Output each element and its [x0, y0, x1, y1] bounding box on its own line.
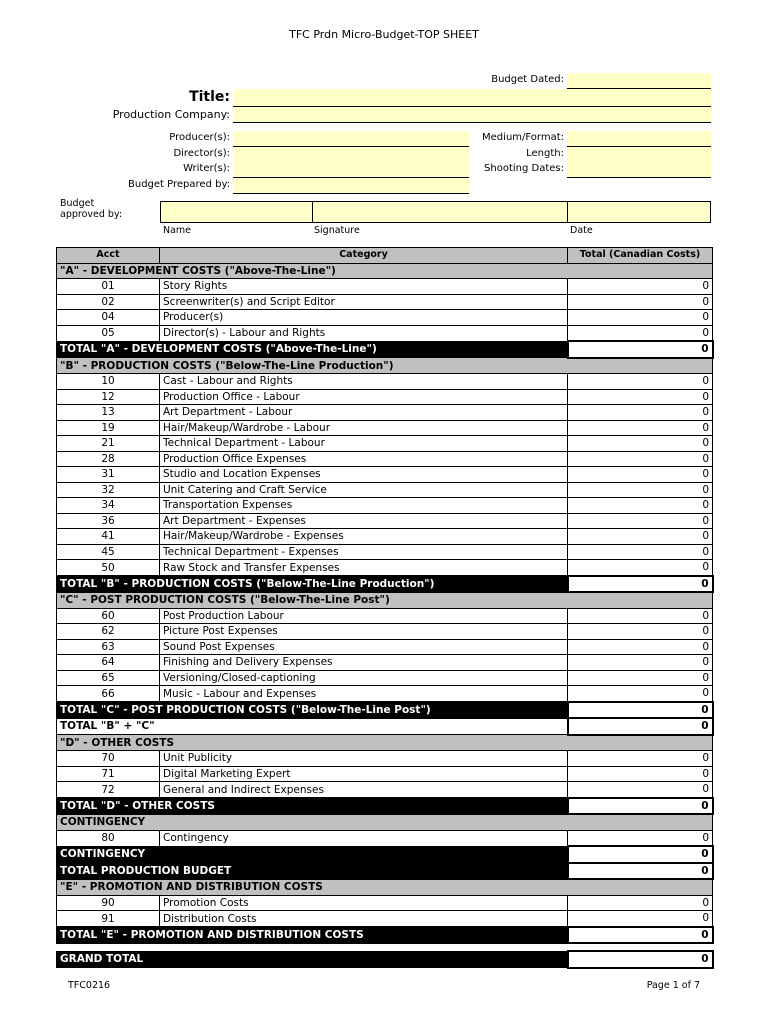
section-header-row: [57, 263, 713, 279]
table-row: [57, 279, 713, 295]
total-label: TOTAL "E" - PROMOTION AND DISTRIBUTION COSTS: [57, 927, 568, 944]
table-row: [57, 830, 713, 846]
category-label: Contingency: [160, 830, 568, 846]
total-label: CONTINGENCY: [57, 846, 568, 863]
section-title: CONTINGENCY: [57, 814, 568, 830]
amount-cell[interactable]: 0: [568, 325, 713, 341]
section-title: "B" - PRODUCTION COSTS ("Below-The-Line Production"): [57, 358, 568, 374]
category-label: Technical Department - Expenses: [160, 544, 568, 560]
table-row: [57, 686, 713, 702]
acct-code: 10: [57, 374, 160, 390]
acct-code: 80: [57, 830, 160, 846]
total-row: [57, 846, 713, 863]
total-row: [57, 927, 713, 944]
amount-cell[interactable]: 0: [568, 279, 713, 295]
table-row: [57, 655, 713, 671]
spacer-cell: [57, 943, 713, 951]
approval-fields[interactable]: [160, 201, 711, 223]
section-blank: [568, 592, 713, 608]
category-label: Screenwriter(s) and Script Editor: [160, 294, 568, 310]
category-label: Technical Department - Labour: [160, 436, 568, 452]
shooting-dates-label: Shooting Dates:: [484, 163, 564, 174]
acct-code: 90: [57, 895, 160, 911]
acct-code: 45: [57, 544, 160, 560]
category-label: Promotion Costs: [160, 895, 568, 911]
budget-table-body: [57, 263, 713, 968]
amount-cell[interactable]: 0: [568, 529, 713, 545]
approval-divider: [567, 202, 568, 222]
acct-code: 21: [57, 436, 160, 452]
acct-code: 19: [57, 420, 160, 436]
acct-code: 02: [57, 294, 160, 310]
amount-cell[interactable]: 0: [568, 751, 713, 767]
amount-cell[interactable]: 0: [568, 830, 713, 846]
amount-cell[interactable]: 0: [568, 624, 713, 640]
table-row: [57, 405, 713, 421]
amount-cell[interactable]: 0: [568, 639, 713, 655]
prepared-by-field[interactable]: [233, 178, 469, 194]
prepared-by-label: Budget Prepared by:: [128, 179, 230, 190]
acct-code: 50: [57, 560, 160, 576]
table-row: [57, 420, 713, 436]
page-number: Page 1 of 7: [646, 980, 700, 991]
amount-cell[interactable]: 0: [568, 911, 713, 927]
table-row: [57, 624, 713, 640]
directors-label: Director(s):: [173, 148, 230, 159]
table-row: [57, 608, 713, 624]
section-blank: [568, 879, 713, 895]
table-row: [57, 325, 713, 341]
category-label: Versioning/Closed-captioning: [160, 670, 568, 686]
total-row: [57, 798, 713, 815]
amount-cell[interactable]: 0: [568, 374, 713, 390]
category-label: Producer(s): [160, 310, 568, 326]
approval-signature-caption: Signature: [314, 225, 360, 236]
amount-cell[interactable]: 0: [568, 389, 713, 405]
amount-cell[interactable]: 0: [568, 895, 713, 911]
acct-code: 66: [57, 686, 160, 702]
form-code: TFC0216: [68, 980, 111, 991]
section-header-row: [57, 592, 713, 608]
budget-dated-label: Budget Dated:: [491, 74, 564, 85]
acct-code: 65: [57, 670, 160, 686]
table-row: [57, 751, 713, 767]
total-label: TOTAL "C" - POST PRODUCTION COSTS ("Below-The-Line Post"): [57, 702, 568, 719]
col-total: Total (Canadian Costs): [568, 248, 713, 264]
section-header-row: [57, 879, 713, 895]
section-blank: [568, 358, 713, 374]
total-amount: 0: [568, 846, 713, 863]
table-row: [57, 766, 713, 782]
section-blank: [568, 263, 713, 279]
producers-field[interactable]: [233, 131, 469, 147]
category-label: Production Office - Labour: [160, 389, 568, 405]
amount-cell[interactable]: 0: [568, 544, 713, 560]
amount-cell[interactable]: 0: [568, 686, 713, 702]
section-blank: [568, 814, 713, 830]
acct-code: 28: [57, 451, 160, 467]
acct-code: 71: [57, 766, 160, 782]
approved-by-line2: approved by:: [60, 209, 123, 220]
writers-field[interactable]: [233, 162, 469, 178]
category-label: Picture Post Expenses: [160, 624, 568, 640]
acct-code: 62: [57, 624, 160, 640]
acct-code: 32: [57, 482, 160, 498]
category-label: Cast - Labour and Rights: [160, 374, 568, 390]
section-blank: [568, 735, 713, 751]
table-row: [57, 374, 713, 390]
table-row: [57, 895, 713, 911]
total-row: [57, 863, 713, 880]
category-label: Finishing and Delivery Expenses: [160, 655, 568, 671]
medium-format-field[interactable]: [567, 131, 711, 147]
category-label: Story Rights: [160, 279, 568, 295]
table-row: [57, 639, 713, 655]
total-label: TOTAL "D" - OTHER COSTS: [57, 798, 568, 815]
section-title: "D" - OTHER COSTS: [57, 735, 568, 751]
producers-label: Producer(s):: [169, 132, 230, 143]
amount-cell[interactable]: 0: [568, 655, 713, 671]
table-row: [57, 529, 713, 545]
medium-format-label: Medium/Format:: [482, 132, 564, 143]
total-row: [57, 341, 713, 358]
amount-cell[interactable]: 0: [568, 766, 713, 782]
category-label: Studio and Location Expenses: [160, 467, 568, 483]
acct-code: 05: [57, 325, 160, 341]
directors-field[interactable]: [233, 147, 469, 163]
category-label: General and Indirect Expenses: [160, 782, 568, 798]
amount-cell[interactable]: 0: [568, 782, 713, 798]
title-field[interactable]: [233, 89, 711, 107]
spacer-row: [57, 943, 713, 951]
budget-table: [56, 247, 714, 969]
category-label: Production Office Expenses: [160, 451, 568, 467]
category-label: Art Department - Labour: [160, 405, 568, 421]
length-field[interactable]: [567, 147, 711, 163]
total-label: TOTAL "B" - PRODUCTION COSTS ("Below-The-Line Production"): [57, 576, 568, 593]
table-row: [57, 467, 713, 483]
acct-code: 34: [57, 498, 160, 514]
amount-cell[interactable]: 0: [568, 482, 713, 498]
amount-cell[interactable]: 0: [568, 420, 713, 436]
approval-name-caption: Name: [163, 225, 192, 236]
amount-cell[interactable]: 0: [568, 467, 713, 483]
total-amount: 0: [568, 702, 713, 719]
acct-code: 01: [57, 279, 160, 295]
table-row: [57, 560, 713, 576]
acct-code: 63: [57, 639, 160, 655]
acct-code: 41: [57, 529, 160, 545]
amount-cell[interactable]: 0: [568, 498, 713, 514]
title-label: Title:: [189, 89, 230, 105]
total-amount: 0: [568, 576, 713, 593]
acct-code: 13: [57, 405, 160, 421]
category-label: Post Production Labour: [160, 608, 568, 624]
category-label: Music - Labour and Expenses: [160, 686, 568, 702]
total-amount: 0: [568, 951, 713, 968]
amount-cell[interactable]: 0: [568, 405, 713, 421]
category-label: Art Department - Expenses: [160, 513, 568, 529]
approved-by-label: [60, 198, 122, 220]
subtotal-amount: 0: [568, 718, 713, 735]
table-row: [57, 389, 713, 405]
acct-code: 60: [57, 608, 160, 624]
category-label: Raw Stock and Transfer Expenses: [160, 560, 568, 576]
section-title: "C" - POST PRODUCTION COSTS ("Below-The-Line Post"): [57, 592, 568, 608]
section-title: "A" - DEVELOPMENT COSTS ("Above-The-Line"): [57, 263, 568, 279]
approval-divider: [312, 202, 313, 222]
table-row: [57, 482, 713, 498]
table-header-row: [57, 248, 713, 264]
table-row: [57, 513, 713, 529]
acct-code: 72: [57, 782, 160, 798]
acct-code: 12: [57, 389, 160, 405]
acct-code: 70: [57, 751, 160, 767]
subtotal-row: [57, 718, 713, 735]
section-header-row: [57, 814, 713, 830]
category-label: Director(s) - Labour and Rights: [160, 325, 568, 341]
category-label: Unit Publicity: [160, 751, 568, 767]
total-row: [57, 576, 713, 593]
document-title: TFC Prdn Micro-Budget-TOP SHEET: [289, 28, 479, 41]
acct-code: 36: [57, 513, 160, 529]
acct-code: 04: [57, 310, 160, 326]
approval-date-caption: Date: [570, 225, 593, 236]
table-row: [57, 310, 713, 326]
amount-cell[interactable]: 0: [568, 451, 713, 467]
acct-code: 64: [57, 655, 160, 671]
category-label: Digital Marketing Expert: [160, 766, 568, 782]
table-row: [57, 544, 713, 560]
amount-cell[interactable]: 0: [568, 560, 713, 576]
table-row: [57, 451, 713, 467]
acct-code: 31: [57, 467, 160, 483]
total-amount: 0: [568, 341, 713, 358]
amount-cell[interactable]: 0: [568, 294, 713, 310]
category-label: Hair/Makeup/Wardrobe - Labour: [160, 420, 568, 436]
total-row: [57, 951, 713, 968]
total-label: TOTAL "A" - DEVELOPMENT COSTS ("Above-The-Line"): [57, 341, 568, 358]
table-row: [57, 294, 713, 310]
amount-cell[interactable]: 0: [568, 608, 713, 624]
section-title: "E" - PROMOTION AND DISTRIBUTION COSTS: [57, 879, 568, 895]
category-label: Unit Catering and Craft Service: [160, 482, 568, 498]
approved-by-line1: Budget: [60, 198, 95, 209]
section-header-row: [57, 735, 713, 751]
production-company-field[interactable]: [233, 107, 711, 123]
total-amount: 0: [568, 927, 713, 944]
category-label: Transportation Expenses: [160, 498, 568, 514]
budget-dated-field[interactable]: [567, 73, 711, 89]
acct-code: 91: [57, 911, 160, 927]
total-label: GRAND TOTAL: [57, 951, 568, 968]
category-label: Distribution Costs: [160, 911, 568, 927]
total-amount: 0: [568, 863, 713, 880]
amount-cell[interactable]: 0: [568, 436, 713, 452]
table-row: [57, 782, 713, 798]
category-label: Hair/Makeup/Wardrobe - Expenses: [160, 529, 568, 545]
total-label: TOTAL PRODUCTION BUDGET: [57, 863, 568, 880]
amount-cell[interactable]: 0: [568, 513, 713, 529]
amount-cell[interactable]: 0: [568, 310, 713, 326]
table-row: [57, 498, 713, 514]
col-acct: Acct: [57, 248, 160, 264]
total-row: [57, 702, 713, 719]
table-row: [57, 436, 713, 452]
col-category: Category: [160, 248, 568, 264]
table-row: [57, 670, 713, 686]
table-row: [57, 911, 713, 927]
section-header-row: [57, 358, 713, 374]
length-label: Length:: [526, 148, 564, 159]
writers-label: Writer(s):: [183, 163, 230, 174]
production-company-label: Production Company:: [112, 108, 230, 121]
category-label: Sound Post Expenses: [160, 639, 568, 655]
subtotal-label: TOTAL "B" + "C": [57, 718, 568, 735]
total-amount: 0: [568, 798, 713, 815]
shooting-dates-field[interactable]: [567, 162, 711, 178]
amount-cell[interactable]: 0: [568, 670, 713, 686]
